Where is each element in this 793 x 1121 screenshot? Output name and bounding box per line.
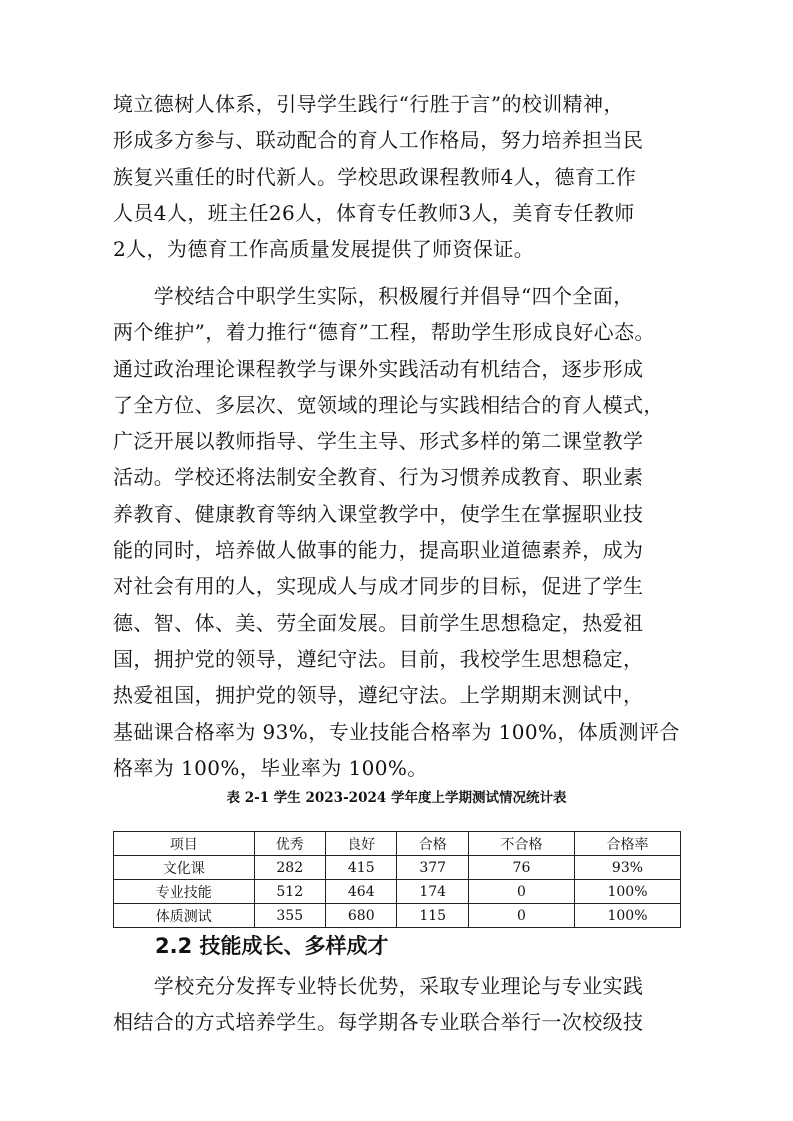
text-line: 形成多方参与、联动配合的育人工作格局，努力培养担当民 <box>113 128 644 153</box>
table-cell: 文化课 <box>114 856 255 880</box>
text-line: 两个维护”，着力推行“德育”工程，帮助学生形成良好心态。 <box>113 320 655 345</box>
table-cell: 512 <box>254 880 325 904</box>
text-line: 对社会有用的人，实现成人与成才同步的目标，促进了学生 <box>113 574 644 599</box>
table-cell: 282 <box>254 856 325 880</box>
table-row <box>114 880 681 904</box>
paragraph-moral-education-staff <box>113 86 693 267</box>
table-cell: 377 <box>397 856 468 880</box>
table-cell: 115 <box>397 904 468 928</box>
table-header-cell: 合格率 <box>574 832 680 856</box>
table-header-cell: 项目 <box>114 832 255 856</box>
table-header-cell: 良好 <box>326 832 397 856</box>
text-line: 学校充分发挥专业特长优势，采取专业理论与专业实践 <box>113 974 644 998</box>
text-line: 养教育、健康教育等纳入课堂教学中，使学生在掌握职业技 <box>113 501 644 526</box>
table-header-cell: 优秀 <box>254 832 325 856</box>
table-row <box>114 904 681 928</box>
table-cell: 464 <box>326 880 397 904</box>
table-cell: 100% <box>574 904 680 928</box>
paragraph-skills-growth <box>113 968 693 1041</box>
table-cell: 体质测试 <box>114 904 255 928</box>
text-line: 格率为 100%，毕业率为 100%。 <box>113 755 428 780</box>
table-cell: 680 <box>326 904 397 928</box>
section-heading: 2.2 技能成长、多样成才 <box>155 934 389 958</box>
paragraph-student-development <box>113 278 693 786</box>
text-line: 热爱祖国，拥护党的领导，遵纪守法。上学期期末测试中， <box>113 683 644 708</box>
table-header-row <box>114 832 681 856</box>
test-statistics-table <box>113 831 681 928</box>
table-cell: 93% <box>574 856 680 880</box>
text-line: 基础课合格率为 93%，专业技能合格率为 100%，体质测评合 <box>113 719 680 744</box>
table-header-cell: 不合格 <box>468 832 574 856</box>
text-line: 相结合的方式培养学生。每学期各专业联合举行一次校级技 <box>113 1010 644 1035</box>
text-line: 了全方位、多层次、宽领域的理论与实践相结合的育人模式， <box>113 392 664 417</box>
text-line: 通过政治理论课程教学与课外实践活动有机结合，逐步形成 <box>113 356 644 381</box>
text-line: 德、智、体、美、劳全面发展。目前学生思想稳定，热爱祖 <box>113 610 644 635</box>
text-line: 能的同时，培养做人做事的能力，提高职业道德素养，成为 <box>113 538 644 563</box>
table-cell: 100% <box>574 880 680 904</box>
table-cell: 415 <box>326 856 397 880</box>
text-line: 国，拥护党的领导，遵纪守法。目前，我校学生思想稳定， <box>113 646 644 671</box>
table-cell: 0 <box>468 880 574 904</box>
table-cell: 专业技能 <box>114 880 255 904</box>
table-caption: 表 2-1 学生 2023-2024 学年度上学期测试情况统计表 <box>226 790 567 806</box>
table-cell: 174 <box>397 880 468 904</box>
text-line: 族复兴重任的时代新人。学校思政课程教师4人，德育工作 <box>113 164 637 189</box>
table-cell: 0 <box>468 904 574 928</box>
table-cell: 76 <box>468 856 574 880</box>
text-line: 学校结合中职学生实际，积极履行并倡导“四个全面， <box>113 284 634 308</box>
text-line: 人员4人，班主任26人，体育专任教师3人，美育专任教师 <box>113 200 635 225</box>
table-header-cell: 合格 <box>397 832 468 856</box>
table-cell: 355 <box>254 904 325 928</box>
text-line: 2人，为德育工作高质量发展提供了师资保证。 <box>113 237 535 262</box>
table-row <box>114 856 681 880</box>
text-line: 广泛开展以教师指导、学生主导、形式多样的第二课堂教学 <box>113 429 644 454</box>
text-line: 境立德树人体系，引导学生践行“行胜于言”的校训精神， <box>113 92 624 116</box>
text-line: 活动。学校还将法制安全教育、行为习惯养成教育、职业素 <box>113 465 644 490</box>
